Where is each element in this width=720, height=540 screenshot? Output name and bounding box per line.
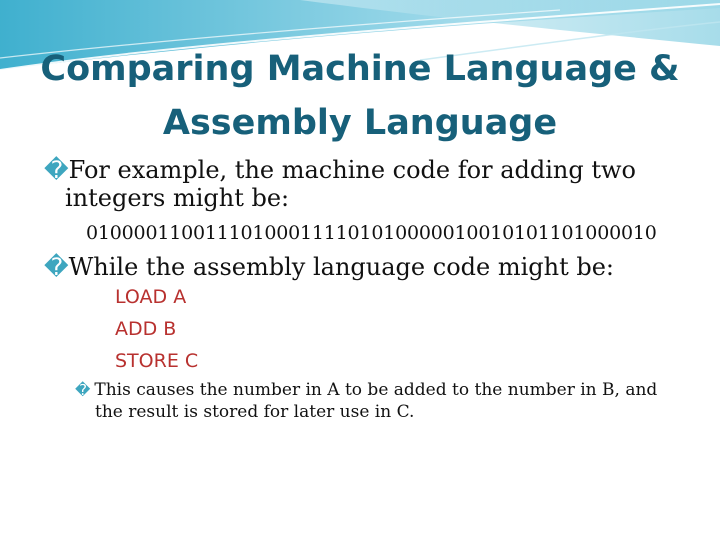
note-line-1: This causes the number in A to be added to the number in B, and — [94, 380, 658, 400]
code-line: LOAD A — [115, 286, 187, 308]
bullet-example — [44, 156, 684, 212]
example-line-2: integers might be: — [65, 184, 290, 212]
assembly-intro: While the assembly language code might be: — [68, 253, 615, 281]
code-line: ADD B — [115, 318, 177, 340]
sub-bullet-icon: � — [75, 381, 91, 399]
bullet-icon: � — [44, 156, 69, 184]
code-line: STORE C — [115, 350, 199, 372]
bullet-assembly — [44, 253, 684, 281]
title-line-2: Assembly Language — [162, 103, 558, 143]
slide-title — [0, 42, 720, 150]
machine-code: 010000110011101000111101010000010010101101000010 — [86, 222, 657, 244]
note-line-2: the result is stored for later use in C. — [95, 402, 415, 422]
example-line-1: For example, the machine code for adding two — [68, 156, 636, 184]
title-line-1: Comparing Machine Language & — [40, 49, 680, 89]
explanation-note — [75, 379, 675, 423]
bullet-icon: � — [44, 253, 69, 281]
